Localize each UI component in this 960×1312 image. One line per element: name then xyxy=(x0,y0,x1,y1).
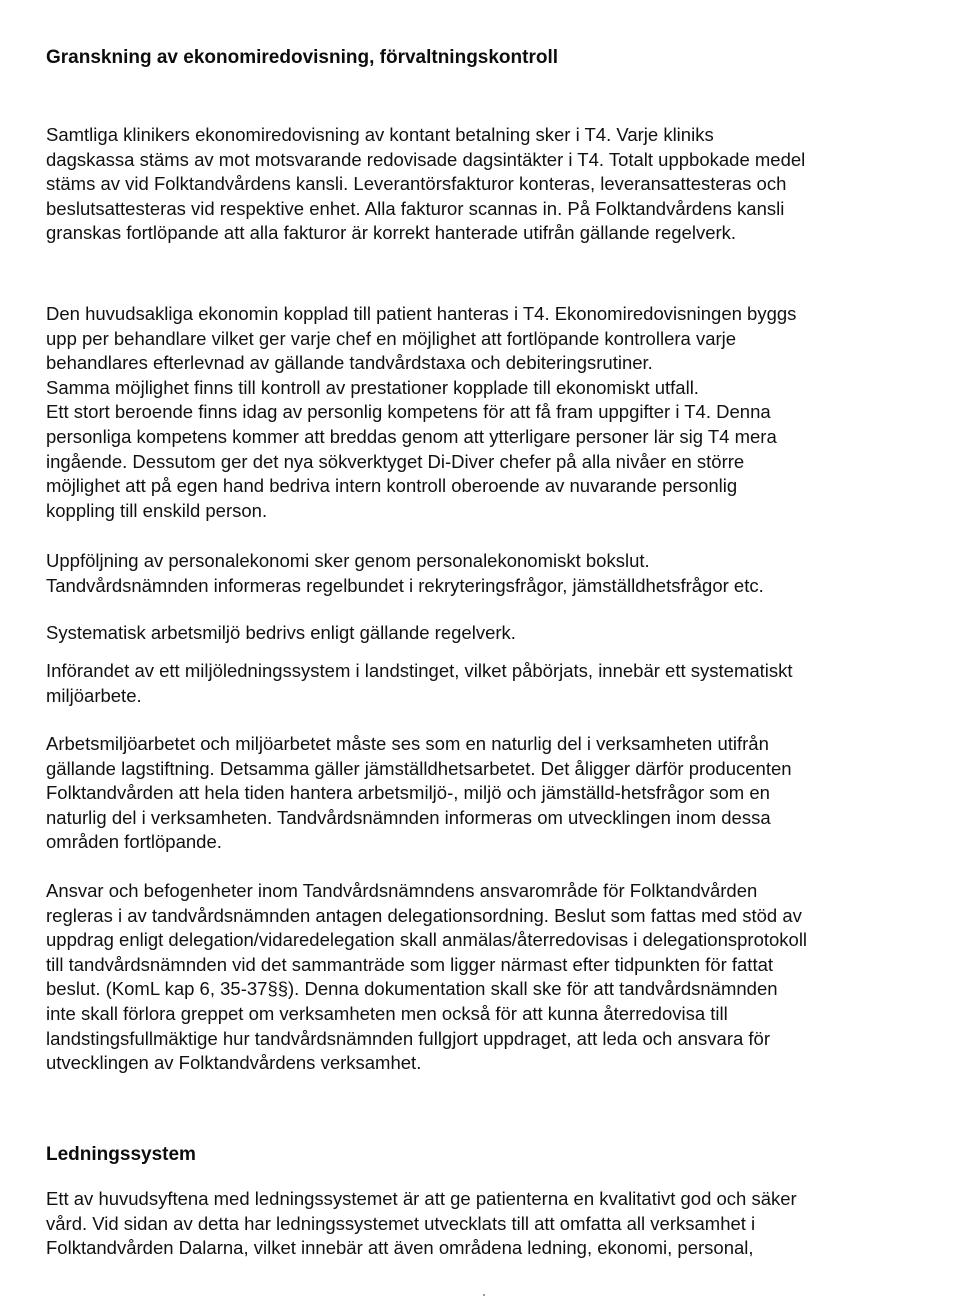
text-line: Systematisk arbetsmiljö bedrivs enligt gällande regelverk. xyxy=(46,622,516,643)
text-line: Införandet av ett miljöledningssystem i landstinget, vilket påbörjats, innebär ett systematiskt xyxy=(46,660,793,681)
paragraph-ledningssystem xyxy=(46,1187,797,1261)
text-line: beslut. (KomL kap 6, 35-37§§). Denna dokumentation skall ske för att tandvårdsnämnden xyxy=(46,978,778,1000)
text-line: Ansvar och befogenheter inom Tandvårdsnämndens ansvarområde för Folktandvården xyxy=(46,880,758,901)
text-line: Ett stort beroende finns idag av personlig kompetens för att få fram uppgifter i T4. Denna xyxy=(46,401,771,423)
text-line: uppdrag enligt delegation/vidaredelegation skall anmälas/återredovisas i delegationsprotokoll xyxy=(46,929,808,951)
text-line: naturlig del i verksamheten. Tandvårdsnämnden informeras om utvecklingen inom dessa xyxy=(46,806,771,828)
text-line: gällande lagstiftning. Detsamma gäller jämställdhetsarbetet. Det åligger därför producenten xyxy=(46,757,792,779)
text-line: Uppföljning av personalekonomi sker genom personalekonomiskt bokslut. xyxy=(46,550,650,571)
text-line: regleras i av tandvårdsnämnden antagen delegationsordning. Beslut som fattas med stöd av xyxy=(46,904,802,926)
text-line: till tandvårdsnämnden vid det sammanträde som ligger närmast efter tidpunkten för fattat xyxy=(46,953,774,975)
text-line: Arbetsmiljöarbetet och miljöarbetet måste ses som en naturlig del i verksamheten utifrån xyxy=(46,733,769,754)
paragraph-arbetsmiljo xyxy=(46,621,516,646)
text-line: behandlares efterlevnad av gällande tandvårdstaxa och debiteringsrutiner. xyxy=(46,352,653,374)
text-line: dagskassa stäms av mot motsvarande redovisade dagsintäkter i T4. Totalt uppbokade medel xyxy=(46,148,806,170)
text-line: stäms av vid Folktandvårdens kansli. Leverantörsfakturor konteras, leveransattesteras och xyxy=(46,173,787,195)
paragraph-personalekonomi xyxy=(46,549,764,598)
section-heading-granskning: Granskning av ekonomiredovisning, förvaltningskontroll xyxy=(46,47,559,68)
text-line: möjlighet att på egen hand bedriva intern kontroll oberoende av nuvarande personlig xyxy=(46,475,738,497)
text-line: vård. Vid sidan av detta har ledningssystemet utvecklats till att omfatta all verksamhet i xyxy=(46,1212,756,1234)
text-line: områden fortlöpande. xyxy=(46,831,222,853)
text-line: miljöarbete. xyxy=(46,684,142,706)
paragraph-ansvar-befogenheter xyxy=(46,879,807,1076)
text-line: ingående. Dessutom ger det nya sökverktyget Di-Diver chefer på alla nivåer en större xyxy=(46,450,745,472)
paragraph-ekonomiredovisning xyxy=(46,123,805,246)
text-line: granskas fortlöpande att alla fakturor är korrekt hanterade utifrån gällande regelverk. xyxy=(46,222,737,244)
text-line: Tandvårdsnämnden informeras regelbundet i rekryteringsfrågor, jämställdhetsfrågor etc. xyxy=(46,574,764,596)
text-line: Folktandvården Dalarna, vilket innebär att även områdena ledning, ekonomi, personal, xyxy=(46,1237,754,1259)
section-heading-ledningssystem: Ledningssystem xyxy=(46,1144,196,1165)
text-line: beslutsattesteras vid respektive enhet. Alla fakturor scannas in. På Folktandvårdens kansli xyxy=(46,197,785,219)
paragraph-miljoledning xyxy=(46,659,793,708)
text-line: upp per behandlare vilket ger varje chef en möjlighet att fortlöpande kontrollera varje xyxy=(46,327,737,349)
text-line: landstingsfullmäktige hur tandvårdsnämnden fullgjort uppdraget, att leda och ansvara för xyxy=(46,1027,770,1049)
text-line: Den huvudsakliga ekonomin kopplad till patient hanteras i T4. Ekonomiredovisningen byggs xyxy=(46,303,797,324)
text-line: koppling till enskild person. xyxy=(46,499,268,521)
text-line: Folktandvården att hela tiden hantera arbetsmiljö-, miljö och jämställd-hetsfrågor som en xyxy=(46,782,770,804)
text-line: personliga kompetens kommer att breddas genom att ytterligare personer lär sig T4 mera xyxy=(46,425,777,447)
text-line: Samtliga klinikers ekonomiredovisning av kontant betalning sker i T4. Varje kliniks xyxy=(46,124,714,145)
paragraph-arbetsmiljoarbetet xyxy=(46,732,792,855)
text-line: Samma möjlighet finns till kontroll av prestationer kopplade till ekonomiskt utfall. xyxy=(46,376,699,398)
text-line: Ett av huvudsyftena med ledningssystemet är att ge patienterna en kvalitativt god och säker xyxy=(46,1188,797,1209)
text-line: utvecklingen av Folktandvårdens verksamhet. xyxy=(46,1052,422,1074)
scan-speck xyxy=(483,1294,485,1296)
text-line: inte skall förlora greppet om verksamheten men också för att kunna återredovisa till xyxy=(46,1002,728,1024)
paragraph-ekonomi-patient xyxy=(46,302,796,523)
